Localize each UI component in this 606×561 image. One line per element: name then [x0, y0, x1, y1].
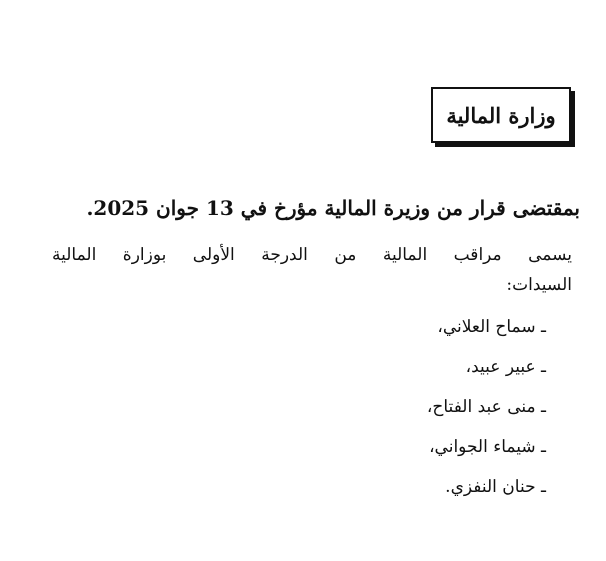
list-item: ـ منى عبد الفتاح،	[426, 397, 546, 417]
ministry-title: وزارة المالية	[446, 102, 556, 128]
decree-heading: بمقتضى قرار من وزيرة المالية مؤرخ في 13 جوان 2025.	[86, 196, 580, 220]
intro-line-2: السيدات:	[506, 275, 572, 295]
decree-intro-paragraph	[52, 240, 572, 300]
intro-line-1: يسمى مراقب المالية من الدرجة الأولى بوزارة المالية	[52, 245, 572, 265]
appointees-list	[427, 314, 546, 514]
list-item: ـ شيماء الجواني،	[429, 437, 546, 457]
list-item: ـ سماح العلاني،	[437, 317, 546, 337]
list-item: ـ عبير عبيد،	[465, 357, 546, 377]
ministry-header-box	[431, 87, 571, 143]
list-item: ـ حنان النفزي.	[445, 477, 546, 497]
